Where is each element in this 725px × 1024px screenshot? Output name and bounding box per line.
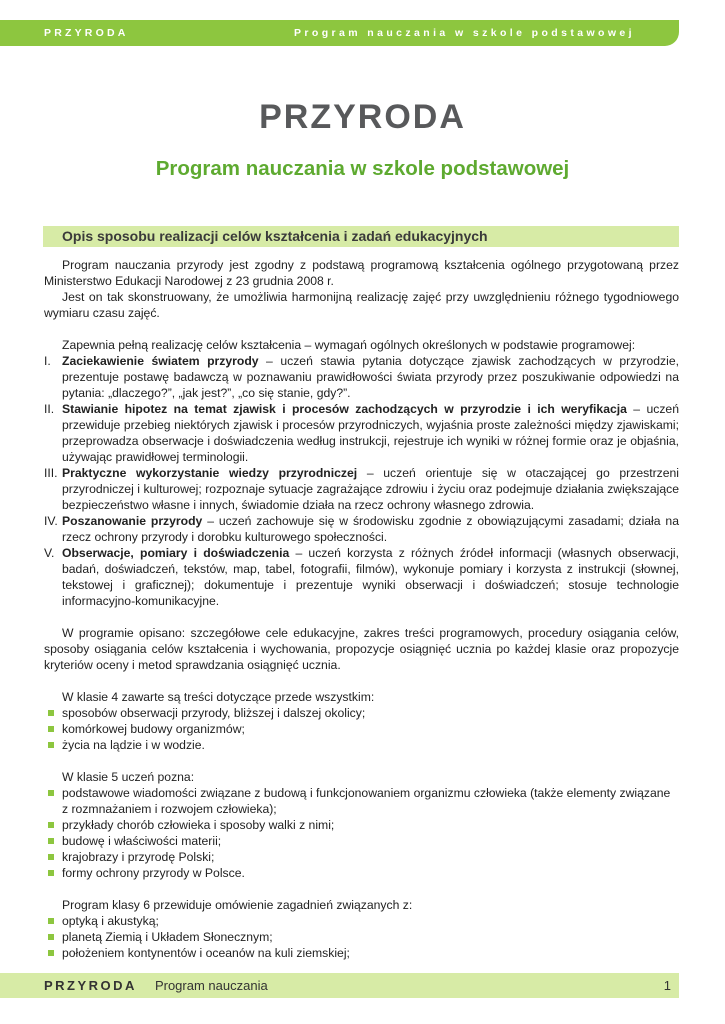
goal-text (62, 465, 679, 513)
goal-item-5 (44, 545, 679, 609)
list-item: położeniem kontynentów i oceanów na kuli ziemskiej; (44, 945, 679, 961)
class6-list (44, 913, 679, 961)
list-item: przykłady chorób człowieka i sposoby walki z nimi; (44, 817, 679, 833)
class4-lead: W klasie 4 zawarte są treści dotyczące przede wszystkim: (62, 690, 375, 704)
page-title: PRZYRODA (259, 98, 466, 136)
goal-number: V. (44, 546, 55, 560)
page-subtitle: Program nauczania w szkole podstawowej (155, 157, 570, 180)
goal-number: II. (44, 402, 55, 416)
goal-text (62, 353, 679, 401)
page-number: 1 (663, 978, 671, 993)
goal-description: – uczeń korzysta z różnych źródeł informacji (własnych obserwacji, badań, doświadczeń, tekstów, map, tabel, fotografii, filmów), wykonuje pomiary i korzysta z instrukcji (słownej, tekstowej i graficznej); dokumentuje i prezentuje wyniki obserwacji i doświadczeń; stosuje technologie informacyjno-komunikacyjne. (62, 546, 679, 608)
intro-paragraph-1: Program nauczania przyrody jest zgodny z podstawą programową kształcenia ogólnego przygotowaną przez Ministerstwo Edukacji Narodowej z 23 grudnia 2008 r. (44, 258, 679, 288)
list-item: planetą Ziemią i Układem Słonecznym; (44, 929, 679, 945)
goals-intro: Zapewnia pełną realizację celów kształcenia – wymagań ogólnych określonych w podstawie programowej: (62, 338, 636, 352)
class5-lead: W klasie 5 uczeń pozna: (62, 770, 195, 784)
header-bar (0, 20, 679, 46)
goal-number: III. (44, 466, 58, 480)
header-subject: PRZYRODA (44, 27, 129, 39)
section-heading-bar (43, 226, 679, 247)
section-heading: Opis sposobu realizacji celów kształcenia i zadań edukacyjnych (62, 228, 488, 244)
goal-title: Stawianie hipotez na temat zjawisk i procesów zachodzących w przyrodzie i ich weryfikacja (62, 402, 627, 416)
list-item: krajobrazy i przyrodę Polski; (44, 849, 679, 865)
footer-subject: PRZYRODA (44, 978, 137, 993)
list-item: budowę i właściwości materii; (44, 833, 679, 849)
goal-item-1 (44, 353, 679, 401)
goal-description: – uczeń zachowuje się w środowisku zgodnie z obowiązującymi zasadami; działa na rzecz ochrony przyrody i dorobku kulturowego społeczności. (62, 514, 679, 544)
program-description: W programie opisano: szczegółowe cele edukacyjne, zakres treści programowych, procedury osiągania celów, sposoby osiągania celów kształcenia i wychowania, propozycje osiągnięć ucznia po każdej klasie oraz propozycje kryteriów oceny i metod sprawdzania osiągnięć ucznia. (44, 626, 679, 672)
list-item: sposobów obserwacji przyrody, bliższej i dalszej okolicy; (44, 705, 679, 721)
goal-item-2 (44, 401, 679, 465)
class4-list (44, 705, 679, 753)
goal-number: I. (44, 354, 51, 368)
document-body (44, 257, 679, 961)
header-program: Program nauczania w szkole podstawowej (293, 27, 635, 39)
goal-description: – uczeń orientuje się w otaczającej go przestrzeni przyrodniczej i kulturowej; rozpoznaje sytuacje zagrażające zdrowiu i życiu oraz podejmuje działania zwiększające bezpieczeństwo własne i innych, świadomie działa na rzecz ochrony własnego zdrowia. (62, 466, 679, 512)
goal-number: IV. (44, 514, 58, 528)
list-item: optyką i akustyką; (44, 913, 679, 929)
goal-title: Zaciekawienie światem przyrody (62, 354, 259, 368)
class5-list (44, 785, 679, 881)
goal-item-3 (44, 465, 679, 513)
goal-title: Obserwacje, pomiary i doświadczenia (62, 546, 290, 560)
footer-label: Program nauczania (154, 978, 268, 993)
goal-description: – uczeń stawia pytania dotyczące zjawisk zachodzących w przyrodzie, prezentuje postawę badawczą w poznawaniu prawidłowości świata przyrody przez poszukiwanie odpowiedzi na pytania: „dlaczego?”, „jak jest?”, „co się stanie, gdy?”. (62, 354, 679, 400)
list-item: podstawowe wiadomości związane z budową i funkcjonowaniem organizmu człowieka (także elementy związane z rozmnażaniem i rozwojem człowieka); (44, 785, 679, 817)
intro-paragraph-2: Jest on tak skonstruowany, że umożliwia harmonijną realizację zajęć przy uwzględnieniu różnego tygodniowego wymiaru czasu zajęć. (44, 290, 679, 320)
goal-item-4 (44, 513, 679, 545)
list-item: życia na lądzie i w wodzie. (44, 737, 679, 753)
goal-text (62, 545, 679, 609)
list-item: komórkowej budowy organizmów; (44, 721, 679, 737)
list-item: formy ochrony przyrody w Polsce. (44, 865, 679, 881)
goal-title: Poszanowanie przyrody (62, 514, 203, 528)
goal-text (62, 513, 679, 545)
goal-title: Praktyczne wykorzystanie wiedzy przyrodniczej (62, 466, 358, 480)
goal-description: – uczeń przewiduje przebieg niektórych zjawisk i procesów przyrodniczych, wyjaśnia proste zależności między zjawiskami; przeprowadza obserwacje i doświadczenia według instrukcji, rejestruje ich wyniki w różnej formie oraz je objaśnia, używając prawidłowej terminologii. (62, 402, 679, 464)
footer-bar (0, 973, 679, 998)
goal-text (62, 401, 679, 465)
class6-lead: Program klasy 6 przewiduje omówienie zagadnień związanych z: (62, 898, 413, 912)
